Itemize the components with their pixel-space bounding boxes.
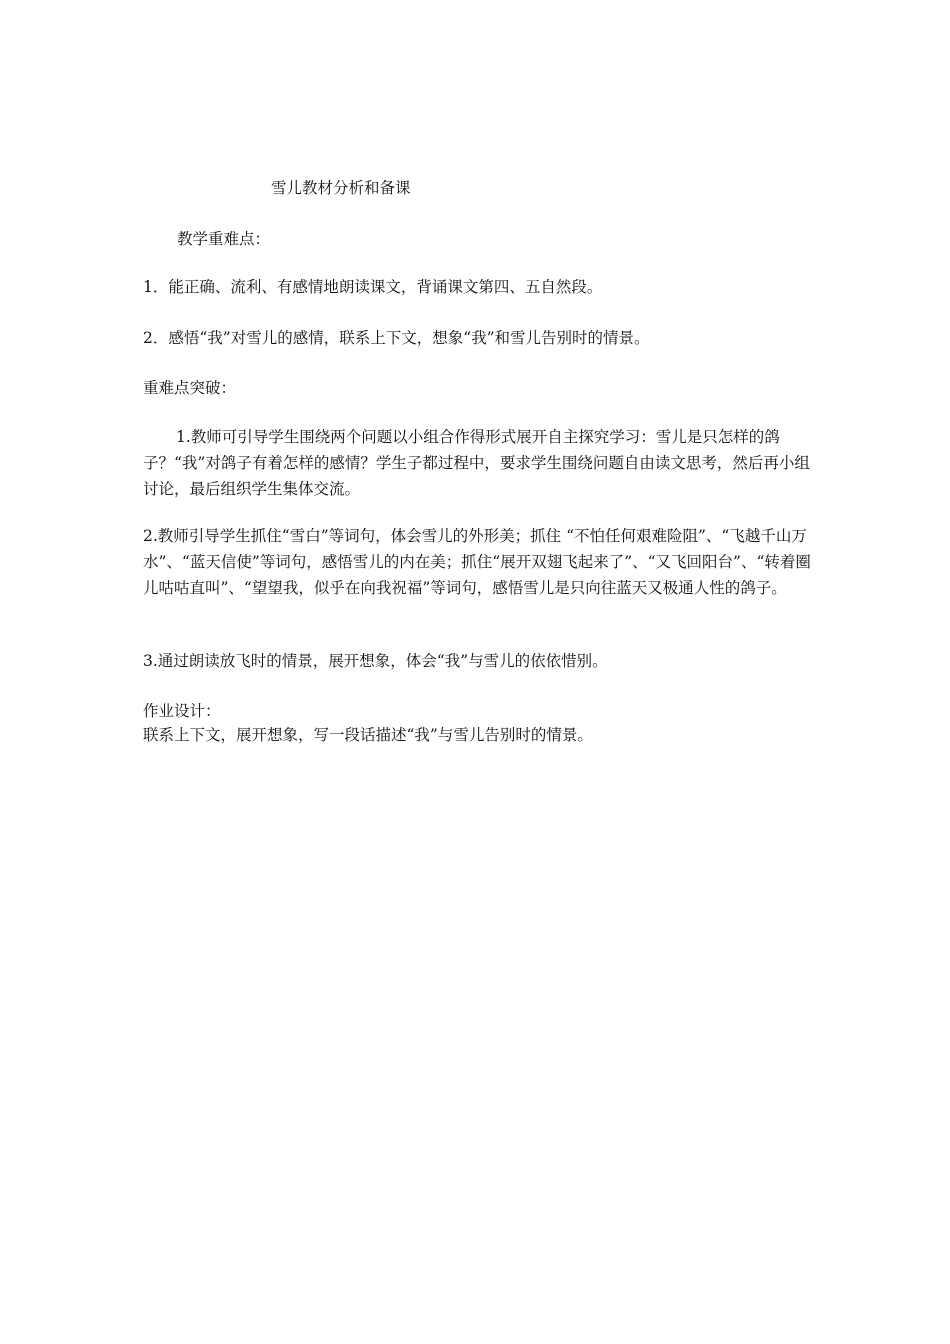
breakthrough-paragraph: 3.通过朗读放飞时的情景，展开想象，体会“我”与雪儿的依依惜别。 [143, 652, 608, 670]
document-title: 雪儿教材分析和备课 [271, 179, 411, 197]
key-point-item: 2．感悟“我”对雪儿的感情，联系上下文，想象“我”和雪儿告别时的情景。 [143, 329, 650, 347]
key-point-item: 1．能正确、流利、有感情地朗读课文，背诵课文第四、五自然段。 [143, 278, 603, 296]
homework-heading: 作业设计： [143, 702, 221, 720]
breakthrough-paragraph: 2.教师引导学生抓住“雪白”等词句，体会雪儿的外形美；抓住 “不怕任何艰难险阻”、“飞越千山万水”、“蓝天信使”等词句，感悟雪儿的内在美；抓住“展开双翅飞起来了”、“又飞回阳台”、“转着圈儿咕咕直叫”、“望望我，似乎在向我祝福”等词句，感悟雪儿是只向往蓝天又极通人性的鸽子。 [143, 527, 811, 597]
homework-text: 联系上下文，展开想象，写一段话描述“我”与雪儿告别时的情景。 [143, 726, 593, 744]
breakthrough-paragraph: 1.教师可引导学生围绕两个问题以小组合作得形式展开自主探究学习：雪儿是只怎样的鸽子？“我”对鸽子有着怎样的感情？学生子都过程中，要求学生围绕问题自由读文思考，然后再小组讨论，最后组织学生集体交流。 [143, 428, 810, 498]
breakthrough-heading: 重难点突破： [143, 379, 237, 397]
key-points-heading: 教学重难点： [177, 230, 271, 248]
